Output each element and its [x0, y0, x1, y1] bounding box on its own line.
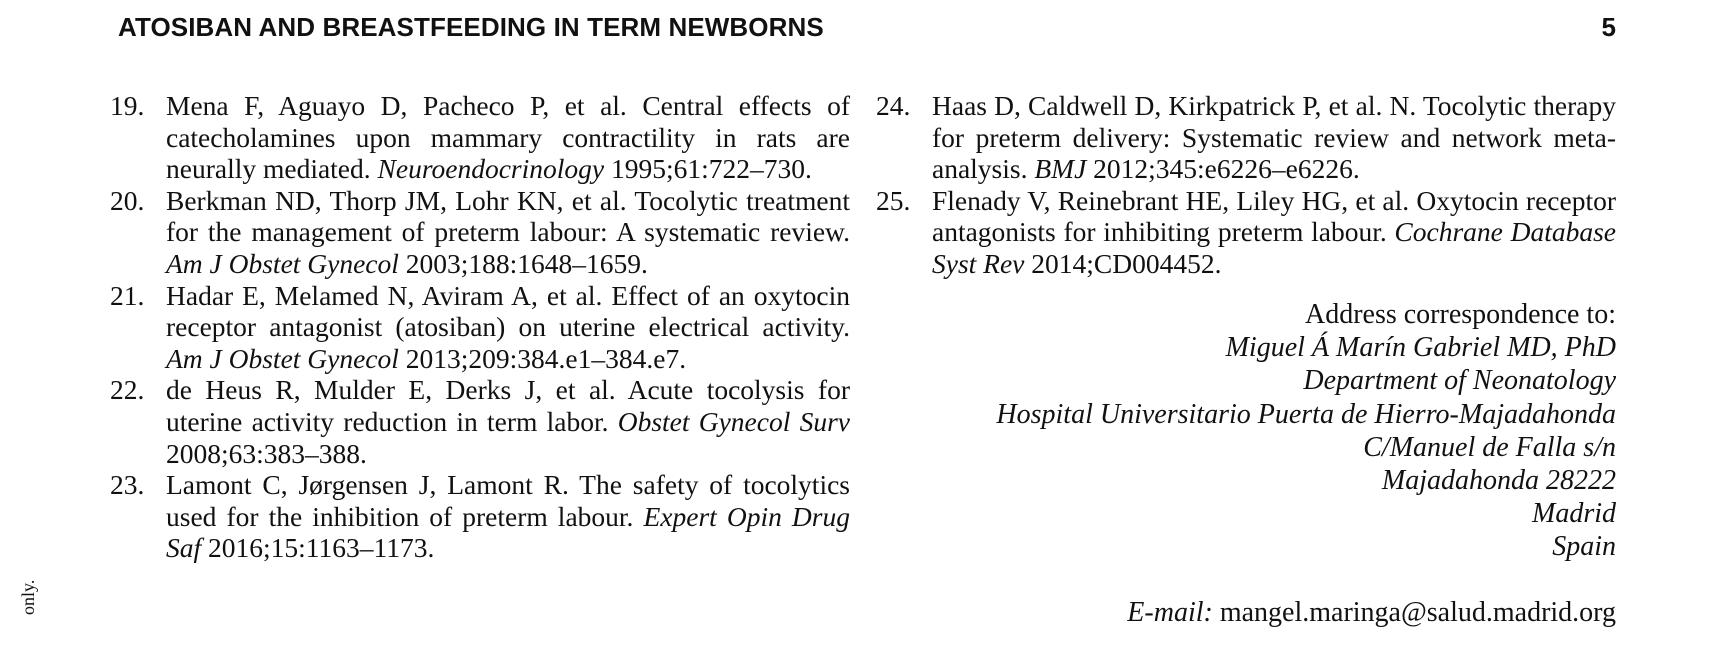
reference-item [876, 185, 1616, 280]
correspondence-heading: Address correspondence to: [1304, 299, 1616, 330]
reference-item [110, 374, 850, 469]
reference-text: Mena F, Aguayo D, Pacheco P, et al. Central effects of catecholamines upon mammary contractility in rats are neurally mediated. Neuroendocrinology 1995;61:722–730. [166, 90, 850, 185]
journal-name: BMJ [1034, 153, 1087, 185]
reference-number: 23. [110, 469, 145, 501]
reference-text: Berkman ND, Thorp JM, Lohr KN, et al. Tocolytic treatment for the management of preterm labour: A systematic review. Am J Obstet Gynecol 2003;188:1648–1659. [166, 184, 850, 279]
reference-list-left [110, 90, 850, 564]
department: Department of Neonatology [1303, 365, 1616, 397]
reference-text: Lamont C, Jørgensen J, Lamont R. The safety of tocolytics used for the inhibition of preterm labour. Expert Opin Drug Saf 2016;15:1163–1173. [166, 469, 850, 564]
reference-text: Flenady V, Reinebrant HE, Liley HG, et al. Oxytocin receptor antagonists for inhibiting preterm labour. Cochrane Database Syst Rev 2014;CD004452. [932, 184, 1616, 279]
reference-item [110, 185, 850, 280]
street-address: C/Manuel de Falla s/n [1363, 431, 1616, 463]
email-line [876, 596, 1616, 630]
reference-text: Haas D, Caldwell D, Kirkpatrick P, et al. N. Tocolytic therapy for preterm delivery: Systematic review and network meta-analysis. BMJ 2012;345:e6226–e6226. [932, 90, 1616, 185]
author-name: Miguel Á Marín Gabriel MD, PhD [1225, 332, 1616, 364]
reference-item [110, 280, 850, 375]
reference-item [110, 90, 850, 185]
running-header-title: ATOSIBAN AND BREASTFEEDING IN TERM NEWBORNS [118, 12, 824, 42]
reference-text: de Heus R, Mulder E, Derks J, et al. Acute tocolysis for uterine activity reduction in term labor. Obstet Gynecol Surv 2008;63:383–388. [166, 374, 850, 469]
journal-name: Am J Obstet Gynecol [166, 342, 399, 374]
page-number: 5 [1601, 12, 1616, 42]
hospital: Hospital Universitario Puerta de Hierro-Majadahonda [996, 398, 1616, 430]
journal-name: Expert Opin Drug Saf [166, 500, 850, 564]
email-label: E-mail: [1127, 597, 1213, 628]
reference-number: 21. [110, 279, 145, 311]
reference-item [876, 90, 1616, 185]
journal-name: Cochrane Database Syst Rev [932, 216, 1616, 279]
side-stamp-text: only. [18, 579, 38, 615]
reference-number: 20. [110, 184, 145, 216]
city: Majadahonda 28222 [1381, 465, 1616, 497]
region: Madrid [1532, 498, 1616, 530]
country: Spain [1552, 531, 1616, 563]
reference-list-right [876, 90, 1616, 280]
reference-text: Hadar E, Melamed N, Aviram A, et al. Effect of an oxytocin receptor antagonist (atosiban) on uterine electrical activity. Am J Obstet Gynecol 2013;209:384.e1–384.e7. [166, 279, 850, 374]
reference-number: 22. [110, 374, 145, 406]
email-address[interactable]: mangel.maringa@salud.madrid.org [1219, 597, 1616, 628]
reference-number: 19. [110, 90, 145, 121]
reference-number: 25. [876, 184, 911, 216]
journal-name: Neuroendocrinology [377, 153, 605, 185]
reference-item [110, 469, 850, 564]
correspondence-address [876, 298, 1616, 564]
reference-number: 24. [876, 90, 911, 121]
journal-name: Obstet Gynecol Surv [617, 405, 850, 437]
journal-name: Am J Obstet Gynecol [166, 247, 399, 279]
